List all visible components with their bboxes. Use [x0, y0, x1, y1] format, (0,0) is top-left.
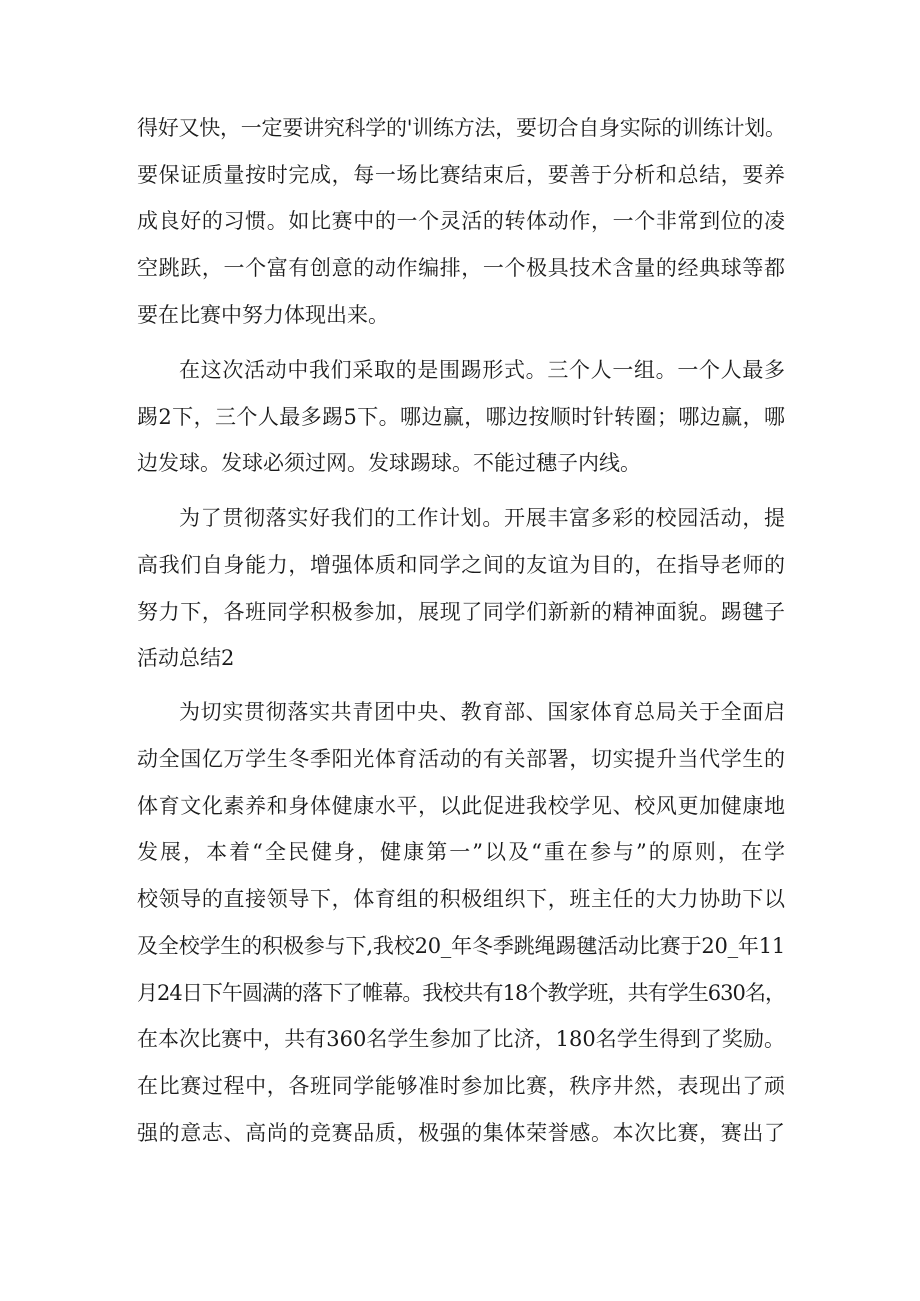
paragraph-4-line-4: 发展，本着“全民健身，健康第一”以及“重在参与”的原则，在学: [137, 840, 785, 864]
paragraph-1-line-4: 空跳跃，一个富有创意的动作编排，一个极具技术含量的经典球等都: [137, 256, 785, 280]
paragraph-3-line-1: 为了贯彻落实好我们的工作计划。开展丰富多彩的校园活动，提: [179, 506, 785, 530]
paragraph-4-line-3: 体育文化素养和身体健康水平，以此促进我校学见、校风更加健康地: [137, 794, 785, 818]
paragraph-2-line-2: 踢2下，三个人最多踢5下。哪边赢，哪边按顺时针转圈；哪边赢，哪: [137, 405, 785, 429]
paragraph-1-line-1: 得好又快，一定要讲究科学的'训练方法，要切合自身实际的训练计划。: [137, 116, 786, 140]
paragraph-1-line-3: 成良好的习惯。如比赛中的一个灵活的转体动作，一个非常到位的凌: [137, 209, 785, 233]
paragraph-1-line-5: 要在比赛中努力体现出来。: [137, 303, 389, 327]
paragraph-4-line-1: 为切实贯彻落实共青团中央、教育部、国家体育总局关于全面启: [179, 700, 785, 724]
paragraph-2-line-1: 在这次活动中我们采取的是围踢形式。三个人一组。一个人最多: [179, 358, 785, 382]
paragraph-4-line-10: 强的意志、高尚的竞赛品质，极强的集体荣誉感。本次比赛，赛出了: [137, 1121, 785, 1145]
paragraph-4-line-5: 校领导的直接领导下，体育组的积极组织下，班主任的大力协助下以: [137, 887, 785, 911]
paragraph-4-line-9: 在比赛过程中，各班同学能够准时参加比赛，秩序井然，表现出了顽: [137, 1074, 785, 1098]
paragraph-4-line-6: 及全校学生的积极参与下,我校20_年冬季跳绳踢毽活动比赛于20_年11: [137, 934, 785, 958]
paragraph-2-line-3: 边发球。发球必须过网。发球踢球。不能过穗子内线。: [137, 451, 641, 475]
paragraph-3-line-4: 活动总结2: [137, 646, 235, 670]
paragraph-3-line-3: 努力下，各班同学积极参加，展现了同学们新新的精神面貌。踢毽子: [137, 600, 785, 624]
paragraph-1-line-2: 要保证质量按时完成，每一场比赛结束后，要善于分析和总结，要养: [137, 163, 785, 187]
paragraph-4-line-7: 月24日下午圆满的落下了帷幕。我校共有18个教学班，共有学生630名，: [137, 981, 785, 1005]
paragraph-3-line-2: 高我们自身能力，增强体质和同学之间的友谊为目的，在指导老师的: [137, 553, 785, 577]
paragraph-4-line-8: 在本次比赛中，共有360名学生参加了比济，180名学生得到了奖励。: [137, 1027, 785, 1051]
paragraph-4-line-2: 动全国亿万学生冬季阳光体育活动的有关部署，切实提升当代学生的: [137, 747, 785, 771]
